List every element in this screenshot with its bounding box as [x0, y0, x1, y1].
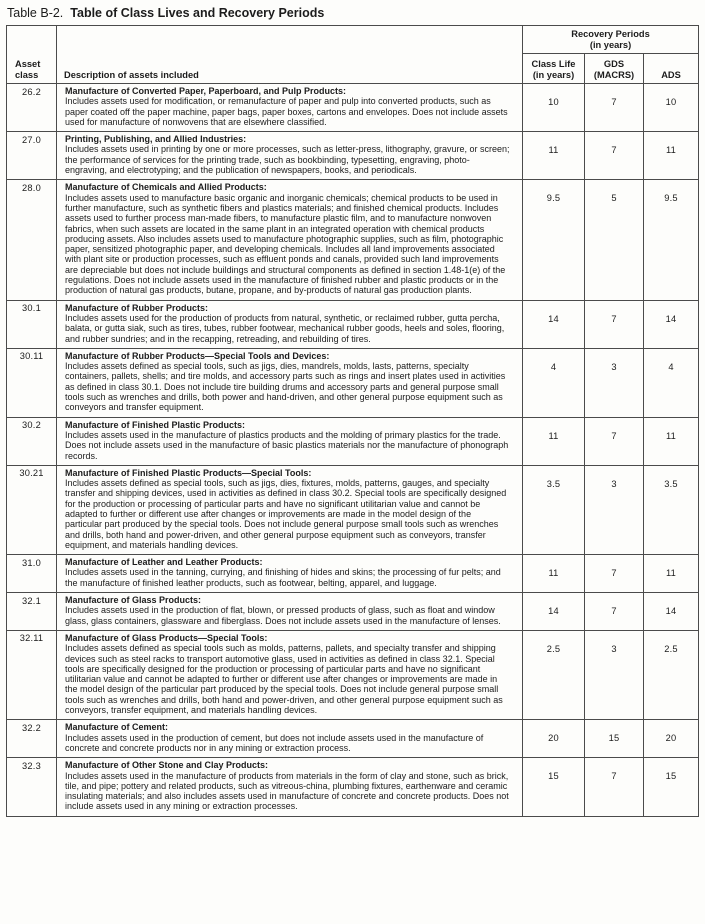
recovery-periods-line1: Recovery Periods [571, 29, 650, 39]
ads-cell: 14 [644, 300, 699, 348]
class-life-cell: 14 [523, 300, 585, 348]
class-life-cell: 2.5 [523, 630, 585, 719]
description-cell [57, 348, 523, 417]
table-row [7, 180, 699, 300]
class-lives-table [6, 25, 699, 817]
ads-cell: 11 [644, 417, 699, 465]
table-row [7, 555, 699, 593]
asset-class-cell: 32.11 [7, 630, 57, 719]
asset-class-cell: 26.2 [7, 84, 57, 132]
gds-cell: 3 [585, 348, 644, 417]
description-cell [57, 758, 523, 816]
asset-title: Printing, Publishing, and Allied Industries: [65, 134, 247, 145]
description-cell [57, 630, 523, 719]
ads-cell: 10 [644, 84, 699, 132]
table-row [7, 300, 699, 348]
ads-cell: 14 [644, 593, 699, 631]
class-life-cell: 14 [523, 593, 585, 631]
asset-description: Includes assets used in printing by one or more processes, such as letter-press, lithography, gravure, or screen; the performance of services for the printing trade, such as bookbinding, typesetting, engraving, photo-engraving, and electrotyping; and the publication of newspapers, books, and periodicals. [65, 144, 510, 176]
class-life-cell: 11 [523, 555, 585, 593]
description-cell [57, 84, 523, 132]
asset-title: Manufacture of Glass Products—Special Tools: [65, 632, 268, 643]
table-row [7, 630, 699, 719]
gds-cell: 7 [585, 417, 644, 465]
recovery-periods-header [523, 26, 699, 54]
description-cell [57, 720, 523, 758]
asset-class-cell: 27.0 [7, 132, 57, 180]
description-cell [57, 300, 523, 348]
class-life-cell: 15 [523, 758, 585, 816]
asset-description: Includes assets used in the manufacture of products from materials in the form of clay and stone, such as brick, tile, and pipe; pottery and related products, such as vitreous-china, plumbing fixtures, earthenware and ceramic insulating materials; and also includes assets used in manufacture of concrete and concrete products. Does not include assets used in any mining or extraction processes. [65, 770, 509, 812]
table-title-label: Table of Class Lives and Recovery Periods [70, 6, 325, 20]
ads-cell: 11 [644, 555, 699, 593]
gds-cell: 3 [585, 630, 644, 719]
recovery-periods-line2: (in years) [589, 39, 632, 50]
asset-title: Manufacture of Glass Products: [65, 595, 202, 606]
class-life-cell: 3.5 [523, 465, 585, 554]
table-body [7, 84, 699, 817]
class-life-cell: 11 [523, 132, 585, 180]
asset-class-cell: 30.11 [7, 348, 57, 417]
ads-cell: 9.5 [644, 180, 699, 300]
gds-cell: 7 [585, 300, 644, 348]
asset-description: Includes assets defined as special tools such as molds, patterns, pallets, and specialty transfer and shipping devices such as steel racks to transport automotive glass, used in activities as defined in class 32.1. Special tools are specifically designed for the production or processing of particular parts and have no significant utilitarian value and cannot be adapted to further or different use after changes or improvements are made in the model design of the particular part produced by the special tools. Does not include general purpose small tools such as wrenches and drills, both hand and power-driven, and other general purpose equipment such as conveyors, transfer equipment, and materials handling devices. [65, 643, 503, 716]
page-title [7, 6, 699, 21]
asset-title: Manufacture of Leather and Leather Products: [65, 557, 263, 568]
asset-title: Manufacture of Chemicals and Allied Products: [65, 182, 267, 193]
asset-class-cell: 32.1 [7, 593, 57, 631]
asset-class-cell: 32.2 [7, 720, 57, 758]
ads-column-header: ADS [644, 54, 699, 84]
gds-line1: GDS [603, 59, 625, 69]
asset-description: Includes assets used in the production of flat, blown, or pressed products of glass, such as float and window glass, glass containers, glassware and fiberglass. Does not include assets used in the manufacture of lenses. [65, 605, 501, 626]
class-life-line1: Class Life [531, 59, 576, 69]
class-life-cell: 20 [523, 720, 585, 758]
table-row [7, 417, 699, 465]
asset-title: Manufacture of Rubber Products: [65, 302, 209, 313]
table-row [7, 465, 699, 554]
class-life-cell: 11 [523, 417, 585, 465]
description-cell [57, 132, 523, 180]
asset-title: Manufacture of Finished Plastic Products—Special Tools: [65, 467, 312, 478]
ads-cell: 2.5 [644, 630, 699, 719]
asset-class-cell: 30.21 [7, 465, 57, 554]
asset-description: Includes assets used to manufacture basic organic and inorganic chemicals; chemical products to be used in further manufacture, such as synthetic fibers and plastics materials; and finished chemical products. Includes assets used to further process man-made fibers, to manufacture plastic film, and to manufacture nonwoven fabrics, when such assets are located in the same plant in an integrated operation with chemical products producing assets. Also includes assets used to manufacture photographic supplies, such as film, photographic paper, sensitized photographic paper, and developing chemicals. Includes all land improvements associated with plant site or production processes, such as effluent ponds and canals, provided such land improvements are depreciable but does not include buildings and structural components as defined in section 1.48-1(e) of the regulations. Does not include assets used in the manufacture of finished rubber and plastic products or in the production of natural gas products, butane, propane, and by-products of natural gas production plants. [65, 192, 506, 296]
gds-cell: 7 [585, 555, 644, 593]
gds-column-header [585, 54, 644, 84]
ads-cell: 15 [644, 758, 699, 816]
asset-description: Includes assets used in the manufacture of plastics products and the molding of primary plastics for the trade. Does not include assets used in the manufacture of basic plastics materials nor the manufacture of phonograph records. [65, 429, 509, 461]
class-life-cell: 10 [523, 84, 585, 132]
gds-cell: 5 [585, 180, 644, 300]
header-row-top [7, 26, 699, 54]
table-row [7, 758, 699, 816]
asset-class-cell: 30.2 [7, 417, 57, 465]
ads-cell: 4 [644, 348, 699, 417]
description-column-header: Description of assets included [57, 26, 523, 84]
asset-description: Includes assets used in the tanning, currying, and finishing of hides and skins; the processing of fur pelts; and the manufacture of finished leather products, such as footwear, belting, apparel, and luggage. [65, 567, 501, 588]
description-cell [57, 417, 523, 465]
description-cell [57, 465, 523, 554]
class-life-cell: 9.5 [523, 180, 585, 300]
asset-class-cell: 31.0 [7, 555, 57, 593]
asset-class-cell: 30.1 [7, 300, 57, 348]
gds-line2: (MACRS) [593, 69, 635, 80]
description-cell [57, 555, 523, 593]
asset-description: Includes assets defined as special tools, such as jigs, dies, mandrels, molds, lasts, patterns, specialty containers, pallets, shells; and tire molds, and accessory parts such as rings and insert plates used in activities as defined in class 30.1. Does not include tire building drums and accessory parts and general purpose small tools such as wrenches and drills, both power and hand-driven, and other general purpose equipment such as conveyors and transfer equipment. [65, 361, 506, 413]
asset-class-column-header: Asset class [7, 26, 57, 84]
gds-cell: 7 [585, 593, 644, 631]
gds-cell: 3 [585, 465, 644, 554]
gds-cell: 15 [585, 720, 644, 758]
table-row [7, 84, 699, 132]
class-life-line2: (in years) [532, 69, 575, 80]
asset-title: Manufacture of Converted Paper, Paperboard, and Pulp Products: [65, 86, 347, 96]
class-life-column-header [523, 54, 585, 84]
table-number-label: Table B-2. [7, 6, 64, 20]
asset-title: Manufacture of Finished Plastic Products: [65, 419, 246, 430]
gds-cell: 7 [585, 132, 644, 180]
ads-cell: 11 [644, 132, 699, 180]
asset-description: Includes assets used for modification, or remanufacture of paper and pulp into converted products, such as paper coated off the paper machine, paper bags, paper boxes, cartons and envelopes. Does not include assets used for manufacture of nonwovens that are elsewhere classified. [65, 96, 508, 127]
table-row [7, 720, 699, 758]
table-row [7, 593, 699, 631]
table-row [7, 132, 699, 180]
asset-title: Manufacture of Other Stone and Clay Products: [65, 760, 269, 771]
asset-title: Manufacture of Cement: [65, 722, 169, 733]
asset-class-cell: 32.3 [7, 758, 57, 816]
asset-title: Manufacture of Rubber Products—Special Tools and Devices: [65, 350, 330, 361]
description-cell [57, 593, 523, 631]
table-row [7, 348, 699, 417]
asset-description: Includes assets used for the production of products from natural, synthetic, or reclaimed rubber, gutta percha, balata, or gutta siak, such as tires, tubes, rubber footwear, mechanical rubber goods, heels and soles, flooring, and rubber sundries; and in the recapping, retreading, and rebuilding of tires. [65, 312, 505, 344]
class-life-cell: 4 [523, 348, 585, 417]
asset-description: Includes assets defined as special tools, such as jigs, dies, fixtures, molds, patterns, gauges, and specialty transfer and shipping devices, used in activities as defined in class 30.2. Special tools are specifically designed for the production or processing of particular parts and have no significant utilitarian value and cannot be adapted to further or different use after changes or improvements are made in the model design of the particular part produced by the special tools. Does not include general purpose small tools such as wrenches and drills, both hand and power-driven, and other general purpose equipment such as conveyors, transfer equipment, and materials handling devices. [65, 478, 507, 550]
table-header [7, 26, 699, 84]
ads-cell: 3.5 [644, 465, 699, 554]
gds-cell: 7 [585, 84, 644, 132]
asset-class-cell: 28.0 [7, 180, 57, 300]
description-cell [57, 180, 523, 300]
ads-cell: 20 [644, 720, 699, 758]
asset-description: Includes assets used in the production of cement, but does not include assets used in the manufacture of concrete and concrete products nor in any mining or extraction process. [65, 732, 484, 753]
gds-cell: 7 [585, 758, 644, 816]
